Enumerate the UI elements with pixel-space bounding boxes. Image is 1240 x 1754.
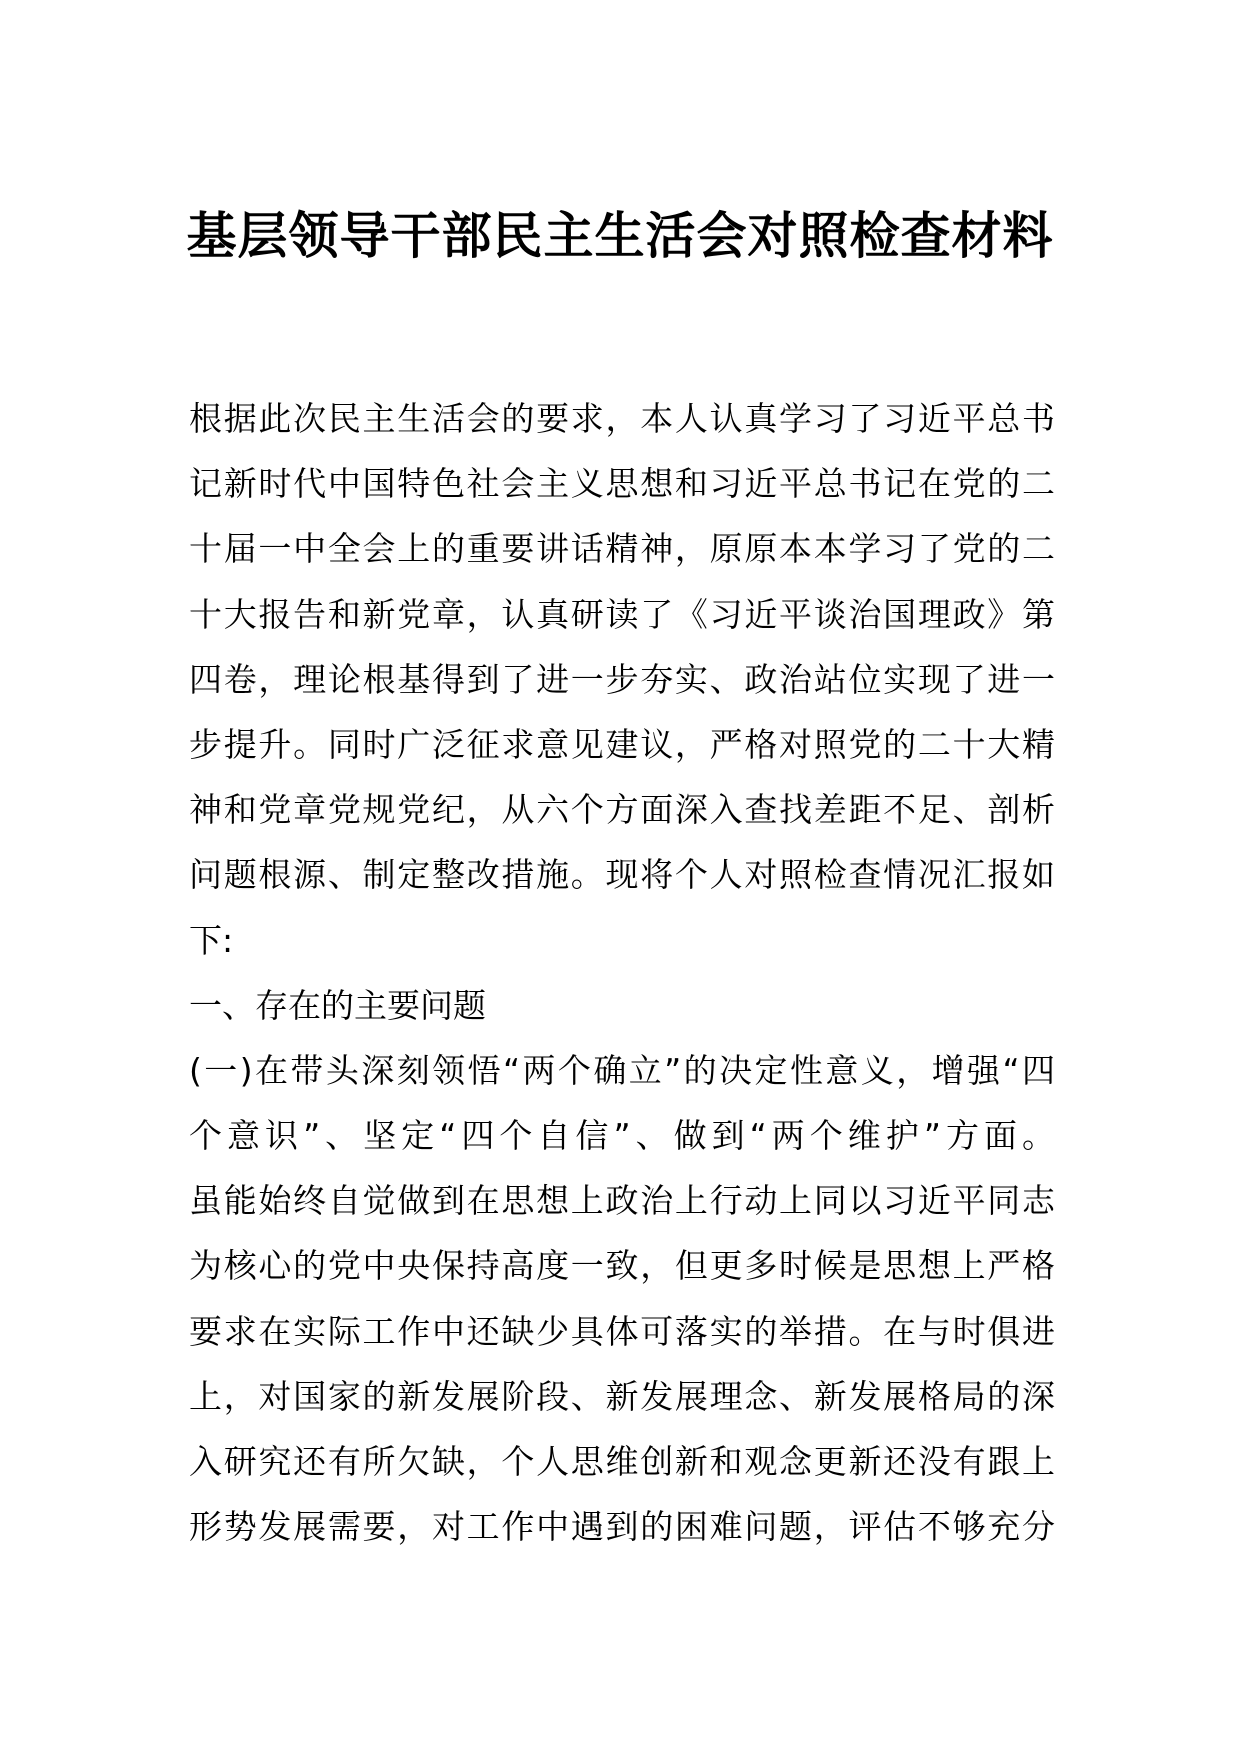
text-line: 根据此次民主生活会的要求，本人认真学习了习近平总书 — [189, 399, 1055, 438]
text-line: 入研究还有所欠缺，个人思维创新和观念更新还没有跟上 — [189, 1442, 1055, 1481]
text-line: 为核心的党中央保持高度一致，但更多时候是思想上严格 — [189, 1246, 1055, 1286]
document-title: 基层领导干部民主生活会对照检查材料 — [186, 207, 1054, 265]
text-line: 十届一中全会上的重要讲话精神，原原本本学习了党的二 — [189, 529, 1055, 569]
text-line: 步提升。同时广泛征求意见建议，严格对照党的二十大精 — [189, 724, 1055, 764]
text-line: 上，对国家的新发展阶段、新发展理念、新发展格局的深 — [189, 1376, 1055, 1416]
text-line: 神和党章党规党纪，从六个方面深入查找差距不足、剖析 — [189, 790, 1055, 830]
text-line: 记新时代中国特色社会主义思想和习近平总书记在党的二 — [189, 464, 1055, 504]
text-line: (一)在带头深刻领悟“两个确立”的决定性意义，增强“四 — [189, 1050, 1055, 1090]
text-line: 虽能始终自觉做到在思想上政治上行动上同以习近平同志 — [189, 1181, 1055, 1221]
text-line: 十大报告和新党章，认真研读了《习近平谈治国理政》第 — [189, 594, 1055, 634]
text-line: 四卷，理论根基得到了进一步夯实、政治站位实现了进一 — [189, 659, 1055, 699]
text-line: 个意识”、坚定“四个自信”、做到“两个维护”方面。 — [189, 1116, 1055, 1156]
text-line: 下: — [189, 920, 234, 960]
document-body — [189, 386, 1055, 1559]
text-line: 形势发展需要，对工作中遇到的困难问题，评估不够充分 — [189, 1507, 1055, 1547]
text-line: 要求在实际工作中还缺少具体可落实的举措。在与时俱进 — [189, 1311, 1055, 1351]
text-line: 问题根源、制定整改措施。现将个人对照检查情况汇报如 — [189, 855, 1055, 895]
section-heading: 一、存在的主要问题 — [189, 985, 486, 1025]
